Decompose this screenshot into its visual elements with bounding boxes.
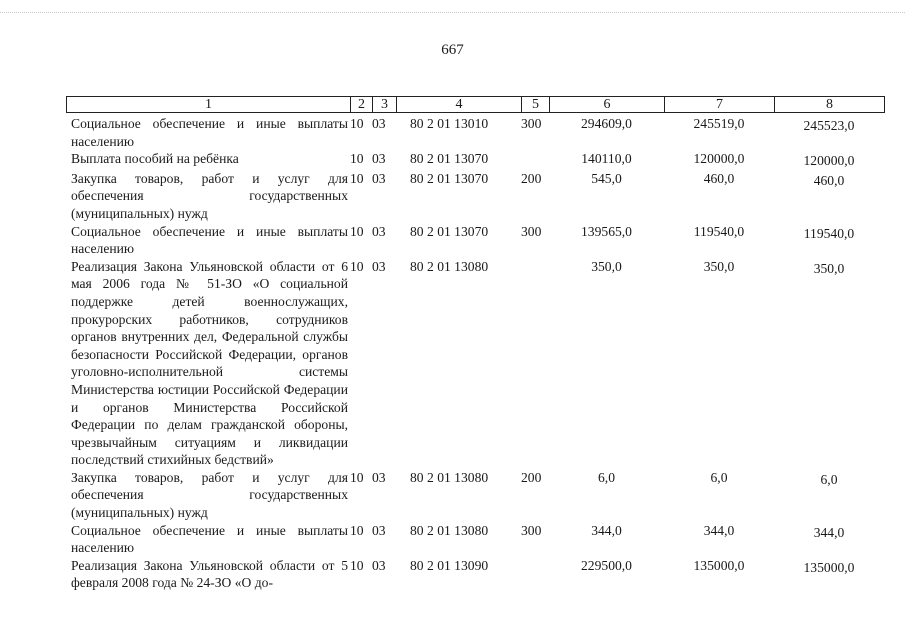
row-value-col7: 245519,0	[693, 116, 745, 131]
row-value-col8: 245523,0	[803, 118, 855, 133]
row-subsection: 03	[372, 258, 386, 274]
row-section: 10	[350, 258, 364, 274]
row-expense-type	[521, 150, 549, 170]
col-header-1: 1	[67, 97, 351, 113]
row-value-col8: 119540,0	[803, 225, 855, 241]
row-value-col7: 350,0	[703, 258, 735, 274]
row-name: Закупка товаров, работ и услуг для обеспечения государственных (муниципальных) нужд	[71, 469, 348, 521]
row-name: Социальное обеспечение и иные выплаты населению	[71, 522, 348, 556]
row-subsection: 03	[372, 557, 386, 573]
table-row	[66, 115, 884, 150]
row-expense-type: 300	[521, 522, 542, 538]
row-name: Реализация Закона Ульяновской области от 6 мая 2006 года № 51-ЗО «О социальной поддержке детей военнослужащих, прокурорских работников, сотрудников органов внутренних дел, Федеральной службы безопасности Российской Федерации, органов уголовно-исполнительной системы Министерства юстиции Российской Федерации и органов Министерства Российской Федерации по делам гражданской обороны, чрезвычайным ситуациям и ликвидации последствий стихийных бедствий»	[71, 258, 348, 468]
row-expense-type	[521, 258, 549, 469]
row-expense-type: 300	[521, 223, 542, 239]
row-target-article: 80 2 01 13070	[410, 223, 489, 239]
row-expense-type: 200	[521, 469, 542, 485]
row-section: 10	[350, 223, 364, 239]
row-value-col7: 460,0	[703, 170, 735, 186]
table-row	[66, 150, 884, 170]
row-value-col6: 139565,0	[581, 223, 632, 239]
row-section: 10	[350, 557, 364, 573]
row-value-col7: 120000,0	[693, 151, 745, 167]
row-section: 10	[350, 151, 364, 167]
row-value-col6: 294609,0	[581, 116, 632, 131]
row-expense-type: 300	[521, 116, 542, 131]
row-subsection: 03	[372, 522, 386, 538]
row-name: Выплата пособий на ребёнка	[71, 151, 239, 167]
row-subsection: 03	[372, 469, 386, 485]
table-row	[66, 469, 884, 522]
table-row	[66, 170, 884, 223]
row-value-col6: 140110,0	[581, 151, 632, 167]
col-header-2: 2	[351, 97, 373, 113]
col-header-7: 7	[665, 97, 775, 113]
row-value-col8: 120000,0	[803, 153, 855, 169]
row-target-article: 80 2 01 13010	[410, 116, 489, 131]
row-section: 10	[350, 469, 364, 485]
page-number: 667	[441, 42, 464, 58]
row-value-col7: 119540,0	[693, 223, 745, 239]
row-target-article: 80 2 01 13090	[410, 557, 489, 573]
row-value-col7: 344,0	[703, 522, 735, 538]
row-value-col8: 460,0	[813, 172, 845, 188]
column-header-row	[67, 97, 885, 113]
row-value-col8: 6,0	[820, 471, 838, 487]
row-name: Закупка товаров, работ и услуг для обеспечения государственных (муниципальных) нужд	[71, 170, 348, 221]
row-expense-type	[521, 557, 549, 592]
row-subsection: 03	[372, 151, 386, 167]
row-section: 10	[350, 522, 364, 538]
col-header-6: 6	[550, 97, 665, 113]
page-edge-dots	[0, 12, 905, 14]
col-header-5: 5	[522, 97, 550, 113]
row-value-col6: 229500,0	[581, 557, 632, 573]
row-target-article: 80 2 01 13070	[410, 170, 489, 186]
row-name: Социальное обеспечение и иные выплаты населению	[71, 223, 348, 257]
row-value-col6: 6,0	[598, 469, 615, 485]
budget-table	[66, 115, 884, 592]
row-value-col8: 135000,0	[803, 559, 855, 575]
row-value-col8: 344,0	[813, 524, 845, 540]
row-value-col8: 350,0	[813, 260, 845, 276]
row-target-article: 80 2 01 13080	[410, 469, 489, 485]
row-value-col7: 135000,0	[693, 557, 745, 573]
row-expense-type: 200	[521, 170, 542, 186]
col-header-3: 3	[373, 97, 397, 113]
row-value-col6: 350,0	[591, 258, 622, 274]
row-value-col6: 344,0	[591, 522, 622, 538]
table-row	[66, 223, 884, 258]
col-header-8: 8	[775, 97, 885, 113]
row-subsection: 03	[372, 170, 386, 186]
row-target-article: 80 2 01 13070	[410, 151, 489, 167]
row-section: 10	[350, 116, 364, 131]
row-target-article: 80 2 01 13080	[410, 522, 489, 538]
column-header-table	[66, 96, 885, 113]
row-section: 10	[350, 170, 364, 186]
row-subsection: 03	[372, 223, 386, 239]
row-name: Реализация Закона Ульяновской области от 5 февраля 2008 года № 24-ЗО «О до-	[71, 557, 348, 591]
table-row	[66, 522, 884, 557]
table-row	[66, 258, 884, 469]
table-row	[66, 557, 884, 592]
row-subsection: 03	[372, 116, 386, 131]
row-value-col7: 6,0	[710, 469, 728, 485]
col-header-4: 4	[397, 97, 522, 113]
row-name: Социальное обеспечение и иные выплаты населению	[71, 116, 348, 149]
row-target-article: 80 2 01 13080	[410, 258, 489, 274]
row-value-col6: 545,0	[591, 170, 622, 186]
